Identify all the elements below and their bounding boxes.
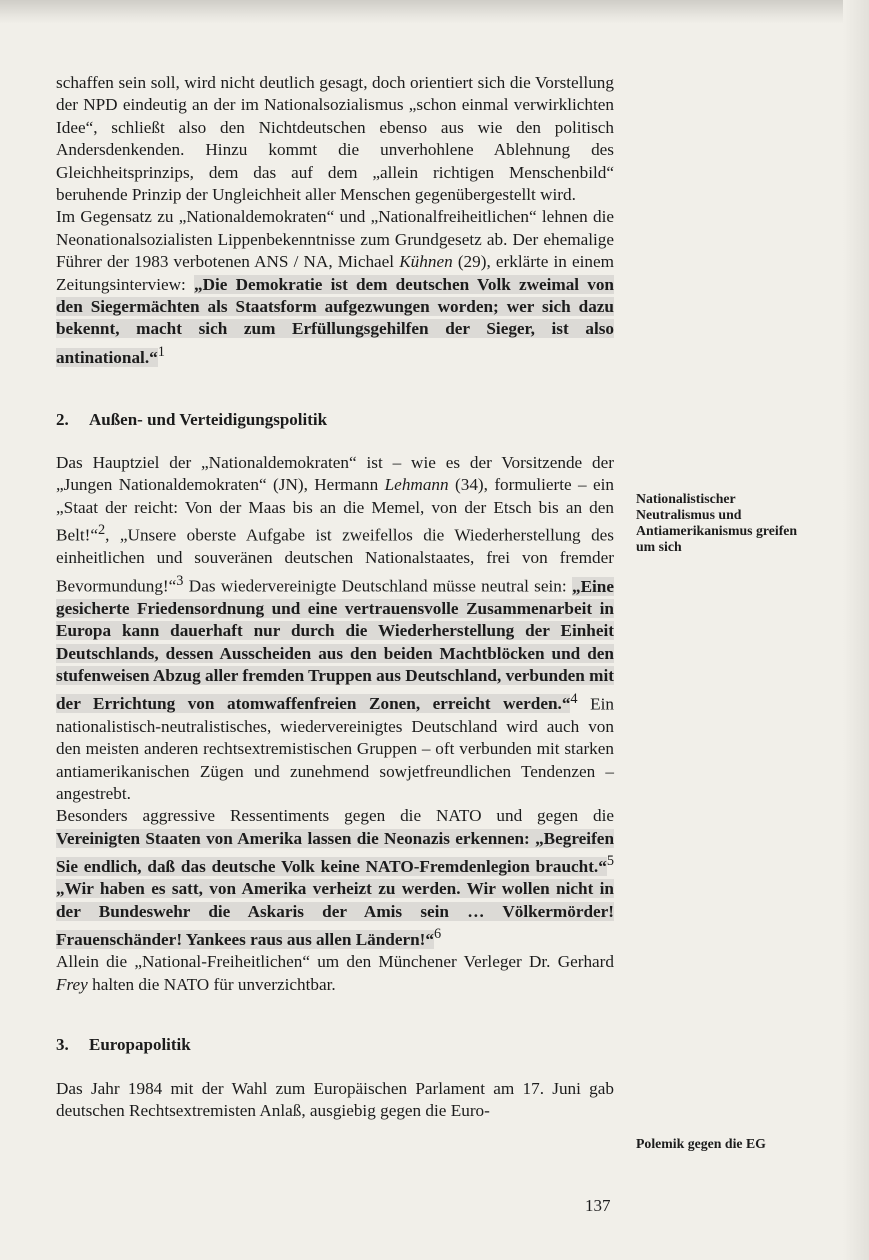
scan-edge-right: [843, 0, 869, 1260]
section-heading-3: [56, 1034, 614, 1056]
quote-yankees-raus: „Wir haben es satt, von Amerika verheizt zu werden. Wir wollen nicht in der Bundeswehr die Askaris der Amis sein … Völkermörder! Frauenschänder! Yankees raus aus allen Ländern!“: [56, 879, 614, 949]
paragraph-national-freiheitliche: Allein die „National-Freiheitlichen“ um den Münchener Verleger Dr. Gerhard Frey halten die NATO für unverzichtbar.: [56, 952, 614, 994]
margin-note-neutralismus: Nationalistischer Neutralismus und Antiamerikanismus greifen um sich: [636, 491, 798, 554]
paragraph-nato-ressentiments: Besonders aggressive Ressentiments gegen die NATO und gegen die Vereinigten Staaten von Amerika lassen die Neonazis erkennen: „Begreifen Sie endlich, daß das deutsche Volk keine NATO-Fremdenlegion braucht.“$^5$ „Wir haben es satt, von Amerika verheizt zu werden. Wir wollen nicht in der Bundeswehr die Askaris der Amis sein … Völkermörder! Frauenschänder! Yankees raus aus allen Ländern!“$^6$: [56, 806, 614, 949]
section-number: 2.: [56, 410, 69, 430]
footnote-ref-3: 3: [176, 572, 184, 589]
section-title: Außen- und Verteidigungspolitik: [89, 410, 328, 430]
page-number: 137: [585, 1196, 611, 1215]
paragraph-neonazi-grundgesetz: Im Gegensatz zu „Nationaldemokraten“ und „Nationalfreiheitlichen“ lehnen die Neonationalsozialisten Lippenbekenntnisse zum Grundgesetz ab. Der ehemalige Führer der 1983 verbotenen ANS / NA, Michael Kühnen (29), erklärte in einem Zeitungsinterview: „Die Demokratie ist dem deutschen Volk zweimal von den Siegermächten als Staatsform aufgezwungen worden; wer sich dazu bekennt, macht sich zum Erfüllungsgehilfen der Sieger, ist also antinational.“$^1$: [56, 207, 614, 367]
main-text-column: [56, 72, 614, 1123]
quote-kuehnen: „Die Demokratie ist dem deutschen Volk zweimal von den Siegermächten als Staatsform aufgezwungen worden; wer sich dazu bekennt, macht sich zum Erfüllungsgehilfen der Sieger, ist also antinational.“: [56, 274, 614, 367]
footnote-ref-4: 4: [570, 690, 578, 707]
scan-edge-top: [0, 0, 869, 24]
section-number: 3.: [56, 1035, 69, 1055]
margin-note-eg: Polemik gegen die EG: [636, 1136, 766, 1151]
section-title: Europapolitik: [89, 1035, 191, 1055]
quote-friedensordnung: „Eine gesicherte Friedensordnung und eine vertrauensvolle Zusammenarbeit in Europa kann dauerhaft nur durch die Wiederherstellung der Einheit Deutschlands, dessen Ausscheiden aus den beiden Machtblöcken und den stufenweisen Abzug aller fremden Truppen aus Deutschland, verbunden mit der Errichtung von atomwaffenfreien Zonen, erreicht werden.“: [56, 576, 614, 714]
footnote-ref-5: 5: [606, 853, 614, 870]
name-frey: Frey: [56, 974, 88, 994]
footnote-ref-1: 1: [157, 343, 165, 360]
name-lehmann: Lehmann: [384, 475, 449, 495]
section-heading-2: [56, 409, 614, 431]
name-kuehnen: Kühnen: [399, 252, 453, 272]
paragraph-europawahl: Das Jahr 1984 mit der Wahl zum Europäischen Parlament am 17. Juni gab deutschen Rechtsextremisten Anlaß, ausgiebig gegen die Euro-: [56, 1079, 614, 1121]
footnote-ref-2: 2: [98, 522, 106, 539]
quote-nato-fremdenlegion: Vereinigten Staaten von Amerika lassen die Neonazis erkennen: „Begreifen Sie endlich, daß das deutsche Volk keine NATO-Fremdenlegion braucht.“: [56, 828, 614, 876]
paragraph-npd-ideology: schaffen sein soll, wird nicht deutlich gesagt, doch orientiert sich die Vorstellung der NPD eindeutig an der im Nationalsozialismus „schon einmal verwirklichten Idee“, schließt also den Nichtdeutschen ebenso aus wie den politisch Andersdenkenden. Hinzu kommt die unverhohlene Ablehnung des Gleichheitsprinzips, dem das auf dem „allein richtigen Menschenbild“ beruhende Prinzip der Ungleichheit aller Menschen gegenübergestellt wird.: [56, 73, 614, 205]
footnote-ref-6: 6: [434, 926, 442, 943]
paragraph-hauptziel: Das Hauptziel der „Nationaldemokraten“ ist – wie es der Vorsitzende der „Jungen Nationaldemokraten“ (JN), Hermann Lehmann (34), formulierte – ein „Staat der reicht: Von der Maas bis an die Memel, von der Etsch bis an den Belt!“$^2$, „Unsere oberste Aufgabe ist zweifellos die Wiederherstellung des einheitlichen und souveränen deutschen Nationalstaates, frei von fremder Bevormundung!“$^3$ Das wiedervereinigte Deutschland müsse neutral sein: „Eine gesicherte Friedensordnung und eine vertrauensvolle Zusammenarbeit in Europa kann dauerhaft nur durch die Wiederherstellung der Einheit Deutschlands, dessen Ausscheiden aus den beiden Machtblöcken und den stufenweisen Abzug aller fremden Truppen aus Deutschland, verbunden mit der Errichtung von atomwaffenfreien Zonen, erreicht werden.“$^4$ Ein nationalistisch-neutralistisches, wiedervereinigtes Deutschland wird auch von den meisten anderen rechtsextremistischen Gruppen – oft verbunden mit starken antiamerikanischen Zügen und zunehmend sowjetfreundlichen Tendenzen – angestrebt.: [56, 453, 615, 803]
